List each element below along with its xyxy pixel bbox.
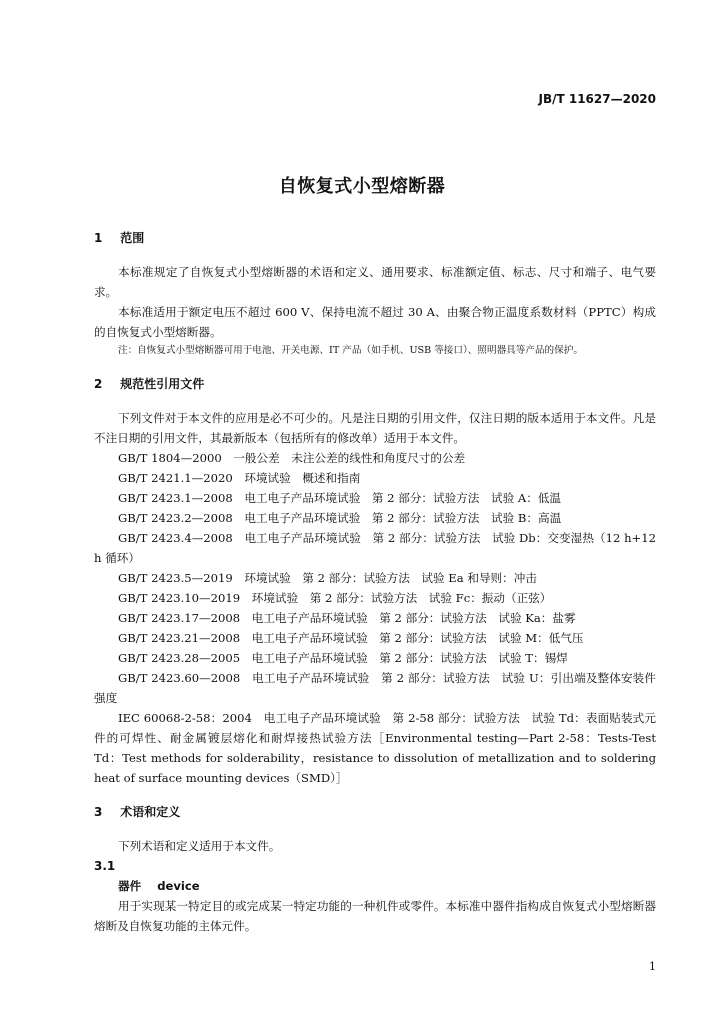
section-title: 范围 <box>120 231 145 245</box>
term-entry <box>94 876 656 896</box>
section-number: 3 <box>94 805 103 819</box>
reference-item: IEC 60068-2-58：2004 电工电子产品环境试验 第 2-58 部分：试验方法 试验 Td：表面贴装式元件的可焊性、耐金属镀层熔化和耐焊接热试验方法［Environmental testing—Part 2-58：Tests-Test Td：Test methods for solderability，resistance to dissolution of metallization and to soldering heat of surface mounting devices（SMD）］ <box>94 711 656 785</box>
section-title: 术语和定义 <box>120 805 181 819</box>
reference-item: GB/T 1804—2000 一般公差 未注公差的线性和角度尺寸的公差 <box>118 451 466 465</box>
section-title: 规范性引用文件 <box>120 377 205 391</box>
reference-item: GB/T 2423.5—2019 环境试验 第 2 部分：试验方法 试验 Ea 和导则：冲击 <box>118 571 537 585</box>
section-number: 2 <box>94 377 103 391</box>
reference-item: GB/T 2421.1—2020 环境试验 概述和指南 <box>118 471 361 485</box>
document-title: 自恢复式小型熔断器 <box>278 176 446 197</box>
term-english: device <box>157 879 200 893</box>
reference-item: GB/T 2423.2—2008 电工电子产品环境试验 第 2 部分：试验方法 试验 B：高温 <box>118 511 562 525</box>
section-1-heading <box>94 228 656 248</box>
reference-item: GB/T 2423.17—2008 电工电子产品环境试验 第 2 部分：试验方法 试验 Ka：盐雾 <box>118 611 576 625</box>
reference-item: GB/T 2423.1—2008 电工电子产品环境试验 第 2 部分：试验方法 试验 A：低温 <box>118 491 562 505</box>
term-definition: 用于实现某一特定目的或完成某一特定功能的一种机件或零件。本标准中器件指构成自恢复式小型熔断器熔断及自恢复功能的主体元件。 <box>94 899 656 933</box>
subclause-number: 3.1 <box>94 859 116 873</box>
reference-item: GB/T 2423.21—2008 电工电子产品环境试验 第 2 部分：试验方法 试验 M：低气压 <box>118 631 584 645</box>
section-number: 1 <box>94 231 103 245</box>
note: 注：自恢复式小型熔断器可用于电池、开关电源、IT 产品（如手机、USB 等接口）、照明器具等产品的保护。 <box>118 345 583 356</box>
section-2-heading <box>94 374 656 394</box>
standard-code: JB/T 11627—2020 <box>538 92 656 106</box>
section-3-heading <box>94 802 656 822</box>
paragraph: 本标准规定了自恢复式小型熔断器的术语和定义、通用要求、标准额定值、标志、尺寸和端子、电气要求。 <box>94 265 656 299</box>
paragraph: 下列文件对于本文件的应用是必不可少的。凡是注日期的引用文件，仅注日期的版本适用于本文件。凡是不注日期的引用文件，其最新版本（包括所有的修改单）适用于本文件。 <box>94 411 656 445</box>
reference-item: GB/T 2423.4—2008 电工电子产品环境试验 第 2 部分：试验方法 试验 Db：交变湿热（12 h+12 h 循环） <box>94 531 656 565</box>
paragraph: 本标准适用于额定电压不超过 600 V、保持电流不超过 30 A、由聚合物正温度系数材料（PPTC）构成的自恢复式小型熔断器。 <box>94 305 656 339</box>
document-body <box>94 228 656 936</box>
reference-item: GB/T 2423.28—2005 电工电子产品环境试验 第 2 部分：试验方法 试验 T：锡焊 <box>118 651 568 665</box>
paragraph: 下列术语和定义适用于本文件。 <box>118 839 281 853</box>
page-number: 1 <box>649 960 656 973</box>
term-chinese: 器件 <box>118 879 142 893</box>
reference-item: GB/T 2423.60—2008 电工电子产品环境试验 第 2 部分：试验方法 试验 U：引出端及整体安装件强度 <box>94 671 656 705</box>
reference-item: GB/T 2423.10—2019 环境试验 第 2 部分：试验方法 试验 Fc：振动（正弦） <box>118 591 552 605</box>
